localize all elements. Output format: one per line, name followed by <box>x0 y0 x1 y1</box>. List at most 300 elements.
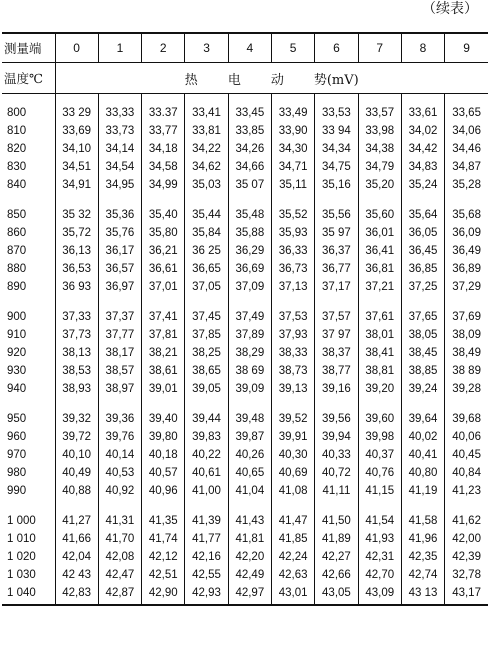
temperature-cell: 950 <box>7 413 27 425</box>
emf-value-cell: 41,31 <box>98 500 141 530</box>
temperature-cell: 870 <box>7 245 27 257</box>
quantity-char: 热 <box>184 72 198 88</box>
emf-value-cell: 40,80 <box>401 464 444 482</box>
emf-value-cell: 40,76 <box>358 464 401 482</box>
emf-value-cell: 33,69 <box>55 122 98 140</box>
emf-value-cell: 35,44 <box>185 194 228 224</box>
emf-value-cell: 33,81 <box>185 122 228 140</box>
table-row <box>2 194 488 224</box>
emf-value-cell: 35,68 <box>445 194 488 224</box>
emf-value-cell: 33,45 <box>228 104 271 122</box>
quantity-header <box>55 63 488 94</box>
emf-value-cell: 33,41 <box>185 104 228 122</box>
column-header: 9 <box>445 33 488 63</box>
temperature-cell: 1 000 <box>7 515 36 527</box>
table-row <box>2 566 488 584</box>
emf-value-cell: 39,56 <box>315 398 358 428</box>
temperature-cell: 970 <box>7 449 27 461</box>
emf-value-cell: 38,93 <box>55 380 98 398</box>
emf-value-cell: 40,26 <box>228 446 271 464</box>
emf-value-cell: 42,31 <box>358 548 401 566</box>
emf-value-cell: 40,88 <box>55 482 98 500</box>
emf-value-cell: 39,01 <box>142 380 185 398</box>
emf-value-cell: 35,48 <box>228 194 271 224</box>
emf-value-cell: 34,66 <box>228 158 271 176</box>
column-header: 1 <box>98 33 141 63</box>
column-header: 5 <box>271 33 314 63</box>
emf-value-cell: 41,70 <box>98 530 141 548</box>
emf-value-cell: 33,77 <box>142 122 185 140</box>
emf-value-cell: 37,89 <box>228 326 271 344</box>
table-row <box>2 548 488 566</box>
emf-value-cell: 41,11 <box>315 482 358 500</box>
temperature-cell: 990 <box>7 485 27 497</box>
emf-value-cell: 34,02 <box>401 122 444 140</box>
emf-value-cell: 42,63 <box>271 566 314 584</box>
emf-value-cell: 41,81 <box>228 530 271 548</box>
emf-value-cell: 33,49 <box>271 104 314 122</box>
emf-value-cell: 36,13 <box>55 242 98 260</box>
emf-value-cell: 36,01 <box>358 224 401 242</box>
temperature-cell: 800 <box>7 107 27 119</box>
stub-header-top: 测量端 <box>2 33 55 63</box>
emf-value-cell: 36,61 <box>142 260 185 278</box>
emf-value-cell: 41,19 <box>401 482 444 500</box>
emf-value-cell: 41,43 <box>228 500 271 530</box>
emf-value-cell: 37,69 <box>445 296 488 326</box>
emf-value-cell: 41,00 <box>185 482 228 500</box>
emf-value-cell: 37,49 <box>228 296 271 326</box>
quantity-char: 动 <box>270 72 284 88</box>
emf-value-cell: 42,87 <box>98 584 141 605</box>
column-header: 3 <box>185 33 228 63</box>
temperature-cell: 1 020 <box>7 551 36 563</box>
quantity-char: 势(mV) <box>313 72 359 88</box>
temperature-cell: 890 <box>7 281 27 293</box>
emf-value-cell: 34,95 <box>98 176 141 194</box>
emf-value-cell: 40,33 <box>315 446 358 464</box>
emf-value-cell: 36,69 <box>228 260 271 278</box>
emf-value-cell: 35,16 <box>315 176 358 194</box>
emf-value-cell: 35,72 <box>55 224 98 242</box>
emf-value-cell: 35 32 <box>55 194 98 224</box>
emf-value-cell: 40,96 <box>142 482 185 500</box>
emf-value-cell: 33,53 <box>315 104 358 122</box>
temperature-cell: 920 <box>7 347 27 359</box>
emf-value-cell: 34,26 <box>228 140 271 158</box>
emf-value-cell: 35,11 <box>271 176 314 194</box>
emf-value-cell: 38,45 <box>401 344 444 362</box>
column-header: 2 <box>142 33 185 63</box>
emf-value-cell: 42,51 <box>142 566 185 584</box>
emf-value-cell: 42,35 <box>401 548 444 566</box>
emf-value-cell: 40,53 <box>98 464 141 482</box>
quantity-header-row <box>2 63 488 94</box>
emf-value-cell: 35,52 <box>271 194 314 224</box>
emf-value-cell: 39,44 <box>185 398 228 428</box>
emf-value-cell: 39,05 <box>185 380 228 398</box>
emf-value-cell: 34,42 <box>401 140 444 158</box>
emf-value-cell: 36,53 <box>55 260 98 278</box>
emf-value-cell: 40,30 <box>271 446 314 464</box>
table-row <box>2 242 488 260</box>
emf-value-cell: 40,14 <box>98 446 141 464</box>
emf-value-cell: 43,09 <box>358 584 401 605</box>
emf-value-cell: 38,77 <box>315 362 358 380</box>
emf-value-cell: 34,10 <box>55 140 98 158</box>
emf-value-cell: 41,47 <box>271 500 314 530</box>
emf-value-cell: 38,09 <box>445 326 488 344</box>
emf-value-cell: 33,85 <box>228 122 271 140</box>
emf-value-cell: 36,33 <box>271 242 314 260</box>
temperature-cell: 980 <box>7 467 27 479</box>
column-header: 7 <box>358 33 401 63</box>
temperature-cell: 830 <box>7 161 27 173</box>
emf-value-cell: 34,06 <box>445 122 488 140</box>
emf-value-cell: 42,49 <box>228 566 271 584</box>
table-row <box>2 326 488 344</box>
column-header: 4 <box>228 33 271 63</box>
emf-value-cell: 37,73 <box>55 326 98 344</box>
emf-value-cell: 37,17 <box>315 278 358 296</box>
continued-caption: （续表） <box>422 1 478 17</box>
emf-value-cell: 36,41 <box>358 242 401 260</box>
emf-value-cell: 35,28 <box>445 176 488 194</box>
emf-value-cell: 34,18 <box>142 140 185 158</box>
column-header: 6 <box>315 33 358 63</box>
emf-value-cell: 39,52 <box>271 398 314 428</box>
emf-value-cell: 41,54 <box>358 500 401 530</box>
emf-value-cell: 38,13 <box>55 344 98 362</box>
emf-value-cell: 38,17 <box>98 344 141 362</box>
emf-value-cell: 42,24 <box>271 548 314 566</box>
emf-value-cell: 38,25 <box>185 344 228 362</box>
emf-value-cell: 36,81 <box>358 260 401 278</box>
emf-value-cell: 41,58 <box>401 500 444 530</box>
emf-value-cell: 41,08 <box>271 482 314 500</box>
emf-value-cell: 39,28 <box>445 380 488 398</box>
table-row <box>2 158 488 176</box>
emf-value-cell: 34,91 <box>55 176 98 194</box>
emf-value-cell: 39,83 <box>185 428 228 446</box>
emf-value-cell: 37,61 <box>358 296 401 326</box>
emf-value-cell: 37,93 <box>271 326 314 344</box>
emf-value-cell: 36,89 <box>445 260 488 278</box>
emf-value-cell: 38,21 <box>142 344 185 362</box>
emf-value-cell: 41,15 <box>358 482 401 500</box>
emf-value-cell: 34,62 <box>185 158 228 176</box>
temperature-cell: 930 <box>7 365 27 377</box>
emf-value-cell: 39,40 <box>142 398 185 428</box>
emf-value-cell: 41,62 <box>445 500 488 530</box>
emf-value-cell: 42,16 <box>185 548 228 566</box>
emf-value-cell: 39,32 <box>55 398 98 428</box>
emf-value-cell: 42,90 <box>142 584 185 605</box>
emf-value-cell: 37 97 <box>315 326 358 344</box>
emf-value-cell: 38,33 <box>271 344 314 362</box>
table-row <box>2 140 488 158</box>
emf-value-cell: 38,41 <box>358 344 401 362</box>
emf-value-cell: 36,21 <box>142 242 185 260</box>
emf-value-cell: 37,41 <box>142 296 185 326</box>
emf-value-cell: 40,92 <box>98 482 141 500</box>
emf-value-cell: 36 25 <box>185 242 228 260</box>
emf-value-cell: 38 69 <box>228 362 271 380</box>
emf-value-cell: 37,37 <box>98 296 141 326</box>
table-row <box>2 224 488 242</box>
emf-value-cell: 35,64 <box>401 194 444 224</box>
emf-value-cell: 35,56 <box>315 194 358 224</box>
column-header: 8 <box>401 33 444 63</box>
emf-value-cell: 43,17 <box>445 584 488 605</box>
emf-value-cell: 34,83 <box>401 158 444 176</box>
emf-value-cell: 40,69 <box>271 464 314 482</box>
temperature-cell: 960 <box>7 431 27 443</box>
emf-value-cell: 38 89 <box>445 362 488 380</box>
column-header-row <box>2 33 488 63</box>
emf-value-cell: 36,09 <box>445 224 488 242</box>
emf-value-cell: 43,05 <box>315 584 358 605</box>
emf-value-cell: 35,80 <box>142 224 185 242</box>
emf-value-cell: 43 13 <box>401 584 444 605</box>
emf-value-cell: 36,85 <box>401 260 444 278</box>
emf-value-cell: 36,77 <box>315 260 358 278</box>
emf-value-cell: 34,54 <box>98 158 141 176</box>
emf-value-cell: 41,35 <box>142 500 185 530</box>
emf-value-cell: 42,08 <box>98 548 141 566</box>
emf-value-cell: 37,25 <box>401 278 444 296</box>
emf-value-cell: 42,27 <box>315 548 358 566</box>
emf-value-cell: 33,33 <box>98 104 141 122</box>
table-row <box>2 500 488 530</box>
emf-value-cell: 41,96 <box>401 530 444 548</box>
table-row <box>2 122 488 140</box>
emf-value-cell: 33,65 <box>445 104 488 122</box>
emf-value-cell: 40,18 <box>142 446 185 464</box>
emf-value-cell: 39,48 <box>228 398 271 428</box>
emf-value-cell: 40,57 <box>142 464 185 482</box>
emf-value-cell: 39,64 <box>401 398 444 428</box>
emf-value-cell: 34,22 <box>185 140 228 158</box>
emf-value-cell: 42,70 <box>358 566 401 584</box>
thermocouple-emf-table <box>2 32 488 606</box>
emf-value-cell: 34,46 <box>445 140 488 158</box>
emf-value-cell: 34,14 <box>98 140 141 158</box>
temperature-cell: 860 <box>7 227 27 239</box>
table-row <box>2 296 488 326</box>
emf-value-cell: 37,05 <box>185 278 228 296</box>
emf-value-cell: 37,65 <box>401 296 444 326</box>
emf-value-cell: 41,66 <box>55 530 98 548</box>
emf-value-cell: 36,49 <box>445 242 488 260</box>
emf-value-cell: 35,24 <box>401 176 444 194</box>
emf-value-cell: 33 94 <box>315 122 358 140</box>
emf-value-cell: 32,78 <box>445 566 488 584</box>
emf-value-cell: 35,40 <box>142 194 185 224</box>
emf-value-cell: 42,97 <box>228 584 271 605</box>
table-row <box>2 482 488 500</box>
emf-value-cell: 34,87 <box>445 158 488 176</box>
stub-header-bottom: 温度℃ <box>2 63 55 94</box>
emf-value-cell: 36,29 <box>228 242 271 260</box>
emf-value-cell: 36,97 <box>98 278 141 296</box>
emf-value-cell: 37,57 <box>315 296 358 326</box>
emf-value-cell: 35,60 <box>358 194 401 224</box>
emf-value-cell: 37,21 <box>358 278 401 296</box>
emf-value-cell: 37,13 <box>271 278 314 296</box>
temperature-cell: 1 010 <box>7 533 36 545</box>
emf-value-cell: 41,93 <box>358 530 401 548</box>
emf-value-cell: 38,73 <box>271 362 314 380</box>
emf-value-cell: 36,17 <box>98 242 141 260</box>
emf-value-cell: 38,37 <box>315 344 358 362</box>
column-header: 0 <box>55 33 98 63</box>
emf-value-cell: 42,93 <box>185 584 228 605</box>
table-row <box>2 260 488 278</box>
emf-value-cell: 38,57 <box>98 362 141 380</box>
emf-value-cell: 38,85 <box>401 362 444 380</box>
emf-value-cell: 34,58 <box>142 158 185 176</box>
emf-value-cell: 40,22 <box>185 446 228 464</box>
emf-value-cell: 38,01 <box>358 326 401 344</box>
emf-value-cell: 39,98 <box>358 428 401 446</box>
emf-value-cell: 35 07 <box>228 176 271 194</box>
emf-value-cell: 41,50 <box>315 500 358 530</box>
emf-value-cell: 33,98 <box>358 122 401 140</box>
emf-value-cell: 38,65 <box>185 362 228 380</box>
emf-value-cell: 40,84 <box>445 464 488 482</box>
emf-value-cell: 39,72 <box>55 428 98 446</box>
emf-value-cell: 41,27 <box>55 500 98 530</box>
table-row <box>2 428 488 446</box>
temperature-cell: 910 <box>7 329 27 341</box>
emf-value-cell: 36,37 <box>315 242 358 260</box>
emf-value-cell: 36,05 <box>401 224 444 242</box>
emf-value-cell: 39,36 <box>98 398 141 428</box>
emf-value-cell: 34,34 <box>315 140 358 158</box>
emf-value-cell: 36 93 <box>55 278 98 296</box>
temperature-cell: 850 <box>7 209 27 221</box>
emf-value-cell: 42,00 <box>445 530 488 548</box>
emf-value-cell: 40,37 <box>358 446 401 464</box>
emf-value-cell: 40,45 <box>445 446 488 464</box>
emf-value-cell: 34,51 <box>55 158 98 176</box>
emf-value-cell: 38,29 <box>228 344 271 362</box>
temperature-cell: 940 <box>7 383 27 395</box>
emf-value-cell: 34,75 <box>315 158 358 176</box>
emf-value-cell: 37,09 <box>228 278 271 296</box>
emf-value-cell: 34,38 <box>358 140 401 158</box>
emf-value-cell: 40,10 <box>55 446 98 464</box>
emf-value-cell: 34,99 <box>142 176 185 194</box>
emf-value-cell: 34,71 <box>271 158 314 176</box>
emf-value-cell: 35 97 <box>315 224 358 242</box>
emf-value-cell: 33,57 <box>358 104 401 122</box>
emf-value-cell: 35,76 <box>98 224 141 242</box>
emf-value-cell: 39,87 <box>228 428 271 446</box>
emf-value-cell: 40,41 <box>401 446 444 464</box>
emf-value-cell: 33,90 <box>271 122 314 140</box>
emf-value-cell: 39,60 <box>358 398 401 428</box>
emf-value-cell: 41,74 <box>142 530 185 548</box>
emf-value-cell: 40,02 <box>401 428 444 446</box>
table-row <box>2 584 488 605</box>
temperature-cell: 840 <box>7 179 27 191</box>
table-row <box>2 344 488 362</box>
table-row <box>2 176 488 194</box>
emf-value-cell: 36,45 <box>401 242 444 260</box>
emf-value-cell: 37,53 <box>271 296 314 326</box>
temperature-cell: 810 <box>7 125 27 137</box>
emf-value-cell: 42,04 <box>55 548 98 566</box>
emf-value-cell: 35,03 <box>185 176 228 194</box>
emf-value-cell: 37,45 <box>185 296 228 326</box>
temperature-cell: 1 030 <box>7 569 36 581</box>
emf-value-cell: 37,33 <box>55 296 98 326</box>
emf-value-cell: 39,76 <box>98 428 141 446</box>
header-spacer <box>2 94 488 105</box>
emf-value-cell: 40,61 <box>185 464 228 482</box>
emf-value-cell: 37,77 <box>98 326 141 344</box>
table-row <box>2 446 488 464</box>
emf-value-cell: 40,49 <box>55 464 98 482</box>
emf-value-cell: 42,20 <box>228 548 271 566</box>
table-row <box>2 380 488 398</box>
emf-value-cell: 35,84 <box>185 224 228 242</box>
emf-value-cell: 37,81 <box>142 326 185 344</box>
emf-value-cell: 42,83 <box>55 584 98 605</box>
emf-value-cell: 37,29 <box>445 278 488 296</box>
emf-value-cell: 35,93 <box>271 224 314 242</box>
emf-value-cell: 42,12 <box>142 548 185 566</box>
temperature-cell: 900 <box>7 311 27 323</box>
emf-value-cell: 39,16 <box>315 380 358 398</box>
emf-value-cell: 38,81 <box>358 362 401 380</box>
emf-value-cell: 42 43 <box>55 566 98 584</box>
emf-value-cell: 38,05 <box>401 326 444 344</box>
emf-value-cell: 35,20 <box>358 176 401 194</box>
emf-value-cell: 43,01 <box>271 584 314 605</box>
emf-value-cell: 38,53 <box>55 362 98 380</box>
emf-value-cell: 33 29 <box>55 104 98 122</box>
emf-value-cell: 38,97 <box>98 380 141 398</box>
table-row <box>2 104 488 122</box>
emf-value-cell: 41,39 <box>185 500 228 530</box>
emf-value-cell: 34,30 <box>271 140 314 158</box>
table-row <box>2 398 488 428</box>
emf-value-cell: 41,89 <box>315 530 358 548</box>
emf-value-cell: 36,73 <box>271 260 314 278</box>
emf-value-cell: 39,80 <box>142 428 185 446</box>
emf-value-cell: 40,72 <box>315 464 358 482</box>
emf-value-cell: 42,74 <box>401 566 444 584</box>
temperature-cell: 880 <box>7 263 27 275</box>
emf-value-cell: 33,61 <box>401 104 444 122</box>
emf-value-cell: 41,04 <box>228 482 271 500</box>
emf-value-cell: 39,24 <box>401 380 444 398</box>
emf-value-cell: 35,36 <box>98 194 141 224</box>
emf-value-cell: 39,09 <box>228 380 271 398</box>
emf-value-cell: 33.37 <box>142 104 185 122</box>
emf-value-cell: 36,57 <box>98 260 141 278</box>
emf-value-cell: 39,94 <box>315 428 358 446</box>
emf-value-cell: 41,85 <box>271 530 314 548</box>
emf-value-cell: 40,06 <box>445 428 488 446</box>
emf-value-cell: 36,65 <box>185 260 228 278</box>
emf-value-cell: 39,20 <box>358 380 401 398</box>
emf-value-cell: 37,01 <box>142 278 185 296</box>
table-row <box>2 464 488 482</box>
